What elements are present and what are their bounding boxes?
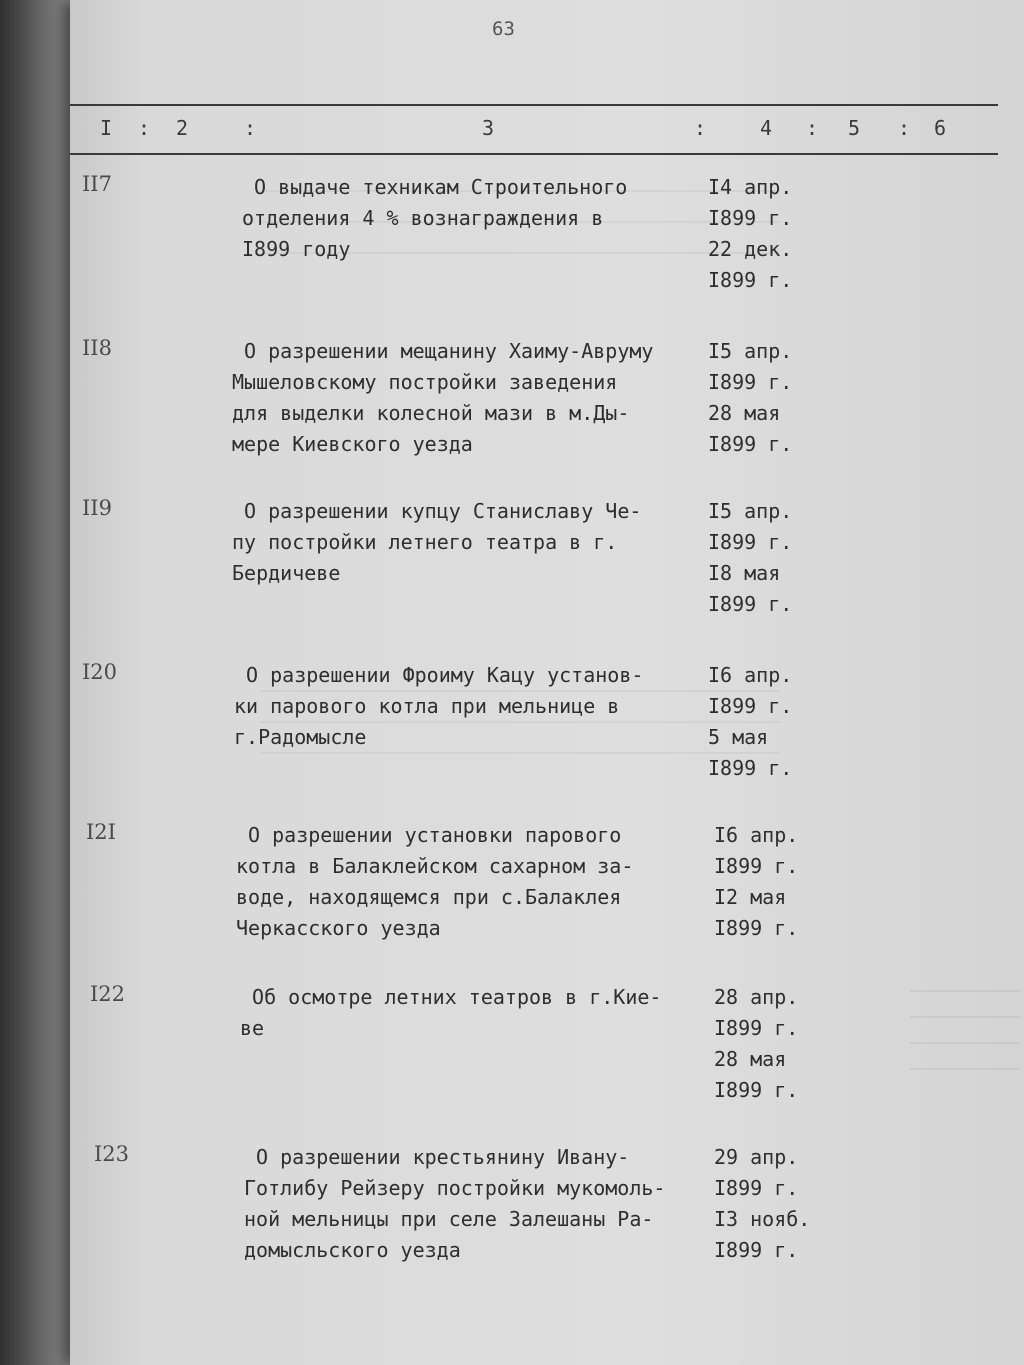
column-separator: : bbox=[898, 116, 911, 140]
entry-dates: 28 апр. I899 г. 28 мая I899 г. bbox=[714, 985, 799, 1102]
entry-description: О выдаче техникам Строительного отделения 4 % вознаграждения в I899 году bbox=[242, 175, 628, 261]
column-header-1: I bbox=[100, 116, 113, 140]
entry-description: О разрешении крестьянину Ивану- Готлибу Рейзеру постройки мукомоль- ной мельницы при селе Залешаны Ра- домысльского уезда bbox=[244, 1145, 666, 1262]
column-header-6: 6 bbox=[934, 116, 947, 140]
entry-description: О разрешении установки парового котла в Балаклейском сахарном за- воде, находящемся при с.Балаклея Черкасского уезда bbox=[236, 823, 634, 940]
table-header-top-rule bbox=[70, 104, 998, 106]
entry-number: I22 bbox=[90, 982, 126, 1006]
entry-number: I23 bbox=[94, 1142, 130, 1166]
underlying-page-edge bbox=[0, 0, 80, 1365]
entry-dates: I6 апр. I899 г. I2 мая I899 г. bbox=[714, 823, 799, 940]
entry-dates: I5 апр. I899 г. 28 мая I899 г. bbox=[708, 339, 793, 456]
entry-number: I2I bbox=[86, 820, 116, 844]
column-separator: : bbox=[138, 116, 151, 140]
column-separator: : bbox=[806, 116, 819, 140]
entry-dates: I5 апр. I899 г. I8 мая I899 г. bbox=[708, 499, 793, 616]
entry-dates: I4 апр. I899 г. 22 дек. I899 г. bbox=[708, 175, 793, 292]
entry-number: I20 bbox=[82, 660, 118, 684]
entry-description: О разрешении купцу Станиславу Че- пу постройки летнего театра в г. Бердичеве bbox=[232, 499, 642, 585]
column-separator: : bbox=[244, 116, 257, 140]
entry-description: Об осмотре летних театров в г.Кие- ве bbox=[240, 985, 662, 1040]
entry-dates: 29 апр. I899 г. I3 нояб. I899 г. bbox=[714, 1145, 811, 1262]
column-header-3: 3 bbox=[482, 116, 495, 140]
column-separator: : bbox=[694, 116, 707, 140]
table-header-bottom-rule bbox=[70, 153, 998, 155]
entry-description: О разрешении мещанину Хаиму-Авруму Мышеловскому постройки заведения для выделки колесной мази в м.Ды- мере Киевского уезда bbox=[232, 339, 654, 456]
page-number: 63 bbox=[492, 18, 515, 40]
entry-dates: I6 апр. I899 г. 5 мая I899 г. bbox=[708, 663, 793, 780]
entry-description: О разрешении Фроиму Кацу установ- ки парового котла при мельнице в г.Радомысле bbox=[234, 663, 644, 749]
entry-number: II8 bbox=[82, 336, 112, 360]
entry-number: II7 bbox=[82, 172, 112, 196]
entry-number: II9 bbox=[82, 496, 112, 520]
bleed-through-texture bbox=[910, 990, 1020, 1070]
column-header-5: 5 bbox=[848, 116, 861, 140]
column-header-2: 2 bbox=[176, 116, 189, 140]
column-header-4: 4 bbox=[760, 116, 773, 140]
